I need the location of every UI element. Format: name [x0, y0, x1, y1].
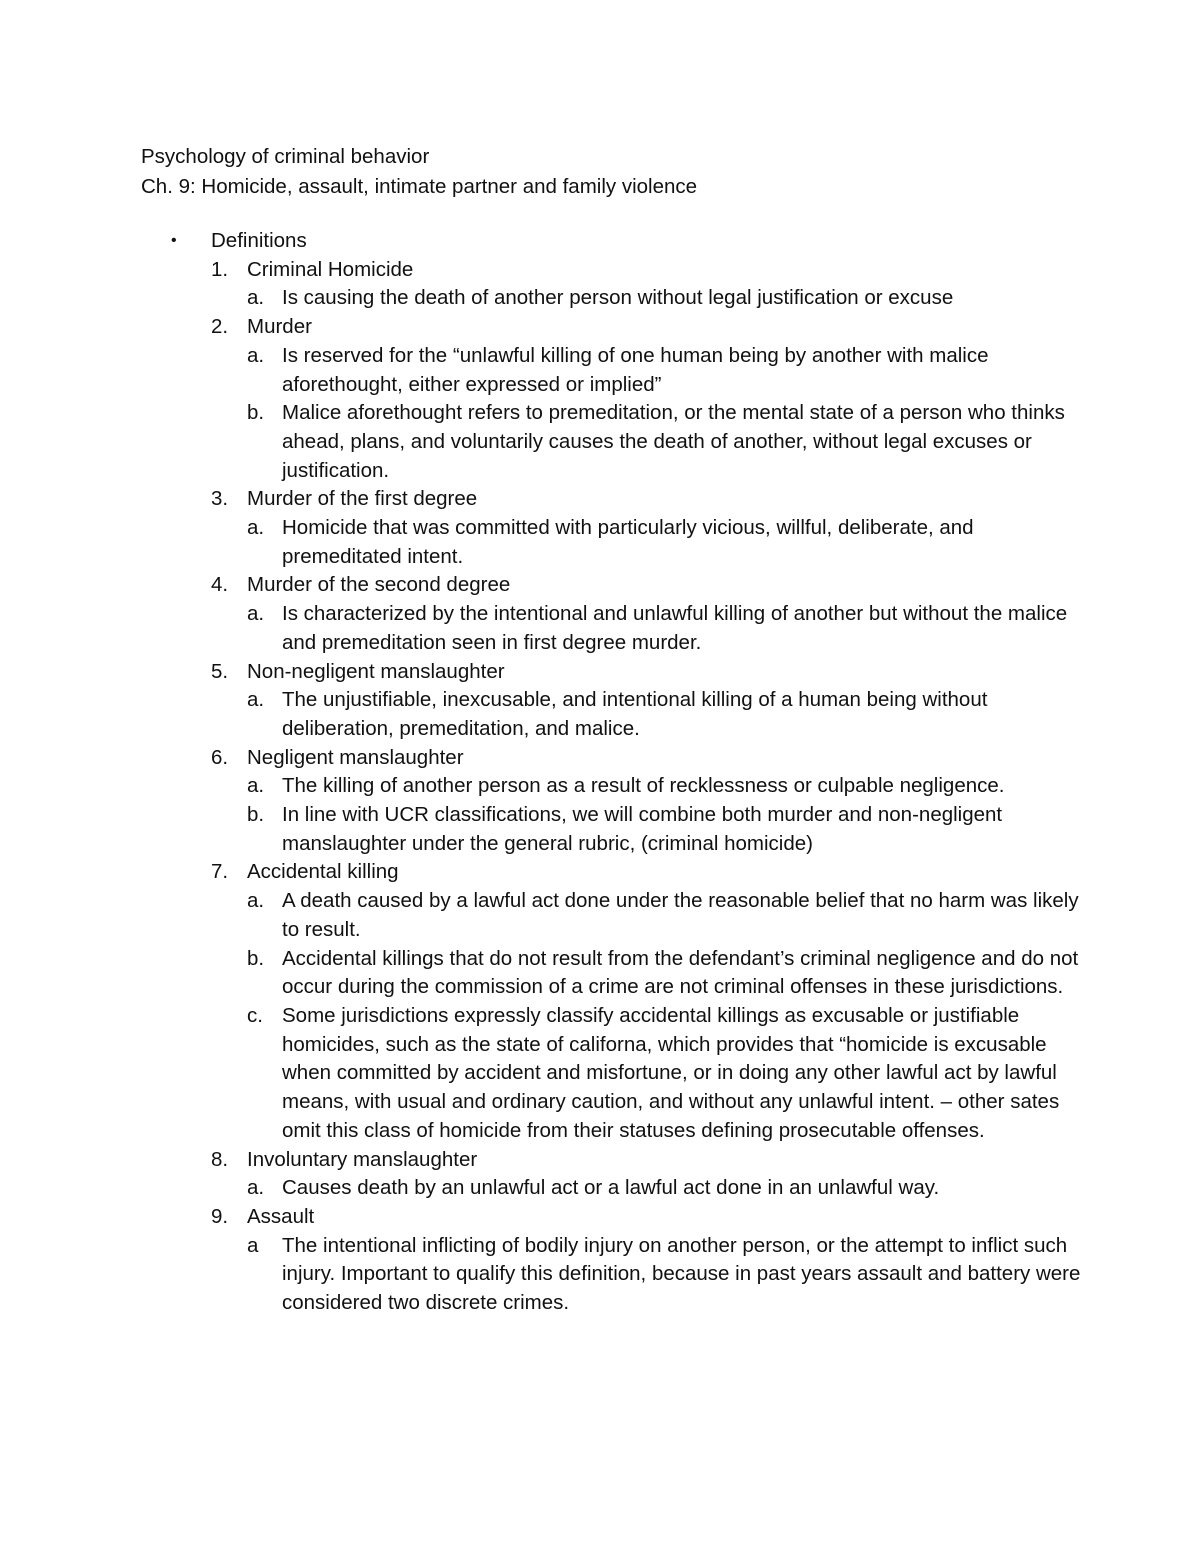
definition-number: 2.: [211, 315, 229, 339]
detail-text: Is reserved for the “unlawful killing of one human being by another with malice aforethought, either expressed or implied”: [282, 343, 989, 396]
definition-detail: [141, 1002, 1081, 1146]
detail-text: Accidental killings that do not result from the defendant’s criminal negligence and do not occur during the commission of a crime are not criminal offenses in these jurisdictions.: [282, 946, 1079, 999]
definition-term: Murder of the second degree: [247, 573, 511, 597]
bullet-icon: •: [171, 232, 177, 249]
definition-term: Involuntary manslaughter: [247, 1147, 478, 1171]
definition-number: 8.: [211, 1147, 229, 1171]
definition-detail: [141, 284, 1081, 313]
definition-term: Murder of the first degree: [247, 487, 478, 511]
detail-letter: a.: [247, 1176, 265, 1200]
definition-number: 5.: [211, 659, 229, 683]
definition-term: Accidental killing: [247, 860, 399, 884]
detail-text: Malice aforethought refers to premeditation, or the mental state of a person who thinks ahead, plans, and voluntarily causes the death of another, without legal excuses or justification.: [282, 401, 1065, 482]
definition-term: Assault: [247, 1204, 315, 1228]
detail-text: In line with UCR classifications, we will combine both murder and non-negligent manslaughter under the general rubric, (criminal homicide): [282, 803, 1003, 855]
definition-detail: [141, 887, 1081, 944]
detail-text: Some jurisdictions expressly classify accidental killings as excusable or justifiable homicides, such as the state of californa, which provides that “homicide is excusable when committed by accident and misfortune, or in doing any other lawful act by lawful means, with usual and ordinary caution, and without any unlawful intent. – other sates omit this class of homicide from their statuses defining prosecutable offenses.: [282, 1003, 1060, 1142]
detail-letter: a: [247, 1233, 259, 1257]
detail-text: Is characterized by the intentional and unlawful killing of another but without the malice and premeditation seen in first degree murder.: [282, 602, 1068, 654]
definition-item: [141, 1203, 1081, 1232]
detail-text: The unjustifiable, inexcusable, and intentional killing of a human being without deliberation, premeditation, and malice.: [282, 688, 988, 740]
detail-letter: a.: [247, 774, 265, 798]
detail-text: The intentional inflicting of bodily injury on another person, or the attempt to inflict such injury. Important to qualify this definition, because in past years assault and battery were considered two discrete crimes.: [282, 1233, 1081, 1315]
definition-term: Non-negligent manslaughter: [247, 659, 505, 683]
definition-detail: [141, 945, 1081, 1002]
definition-detail: [141, 514, 1081, 571]
detail-letter: a.: [247, 889, 265, 913]
definition-item: [141, 858, 1081, 887]
definition-item: [141, 313, 1081, 342]
detail-text: Causes death by an unlawful act or a lawful act done in an unlawful way.: [282, 1176, 940, 1200]
definition-item: [141, 744, 1081, 773]
definition-detail: [141, 686, 1081, 743]
definition-term: Negligent manslaughter: [247, 745, 464, 769]
detail-letter: c.: [247, 1003, 263, 1027]
detail-letter: a.: [247, 286, 265, 310]
definition-number: 9.: [211, 1204, 229, 1228]
definition-detail: [141, 342, 1081, 399]
section-heading: [141, 227, 1081, 256]
definition-item: [141, 256, 1081, 285]
chapter-heading: Ch. 9: Homicide, assault, intimate partner and family violence: [141, 175, 698, 198]
detail-letter: b.: [247, 946, 265, 970]
definition-item: [141, 571, 1081, 600]
notes-content: [141, 227, 1081, 1318]
detail-text: Homicide that was committed with particularly vicious, willful, deliberate, and premeditated intent.: [282, 516, 974, 568]
detail-letter: a.: [247, 688, 265, 712]
definition-detail: [141, 772, 1081, 801]
definition-detail: [141, 801, 1081, 858]
detail-text: Is causing the death of another person without legal justification or excuse: [282, 286, 954, 310]
definition-number: 4.: [211, 573, 229, 597]
detail-text: The killing of another person as a result of recklessness or culpable negligence.: [282, 774, 1005, 798]
definition-detail: [141, 600, 1081, 657]
definition-term: Murder: [247, 315, 312, 339]
definition-number: 7.: [211, 860, 229, 884]
document-title: Psychology of criminal behavior: [141, 145, 430, 168]
section-label: Definitions: [211, 229, 307, 252]
definition-detail: [141, 1232, 1081, 1318]
definition-detail: [141, 1174, 1081, 1203]
detail-letter: a.: [247, 516, 265, 540]
definition-detail: [141, 399, 1081, 485]
definition-number: 6.: [211, 745, 229, 769]
definition-item: [141, 1146, 1081, 1175]
detail-letter: a.: [247, 602, 265, 626]
definition-item: [141, 485, 1081, 514]
detail-letter: b.: [247, 803, 265, 827]
detail-letter: a.: [247, 343, 265, 367]
definition-number: 3.: [211, 487, 229, 511]
detail-letter: b.: [247, 401, 265, 425]
detail-text: A death caused by a lawful act done under the reasonable belief that no harm was likely to result.: [282, 889, 1079, 941]
definition-item: [141, 658, 1081, 687]
definitions-list: [141, 256, 1081, 1318]
definition-number: 1.: [211, 257, 229, 281]
document-header: [141, 142, 697, 202]
definition-term: Criminal Homicide: [247, 257, 414, 281]
